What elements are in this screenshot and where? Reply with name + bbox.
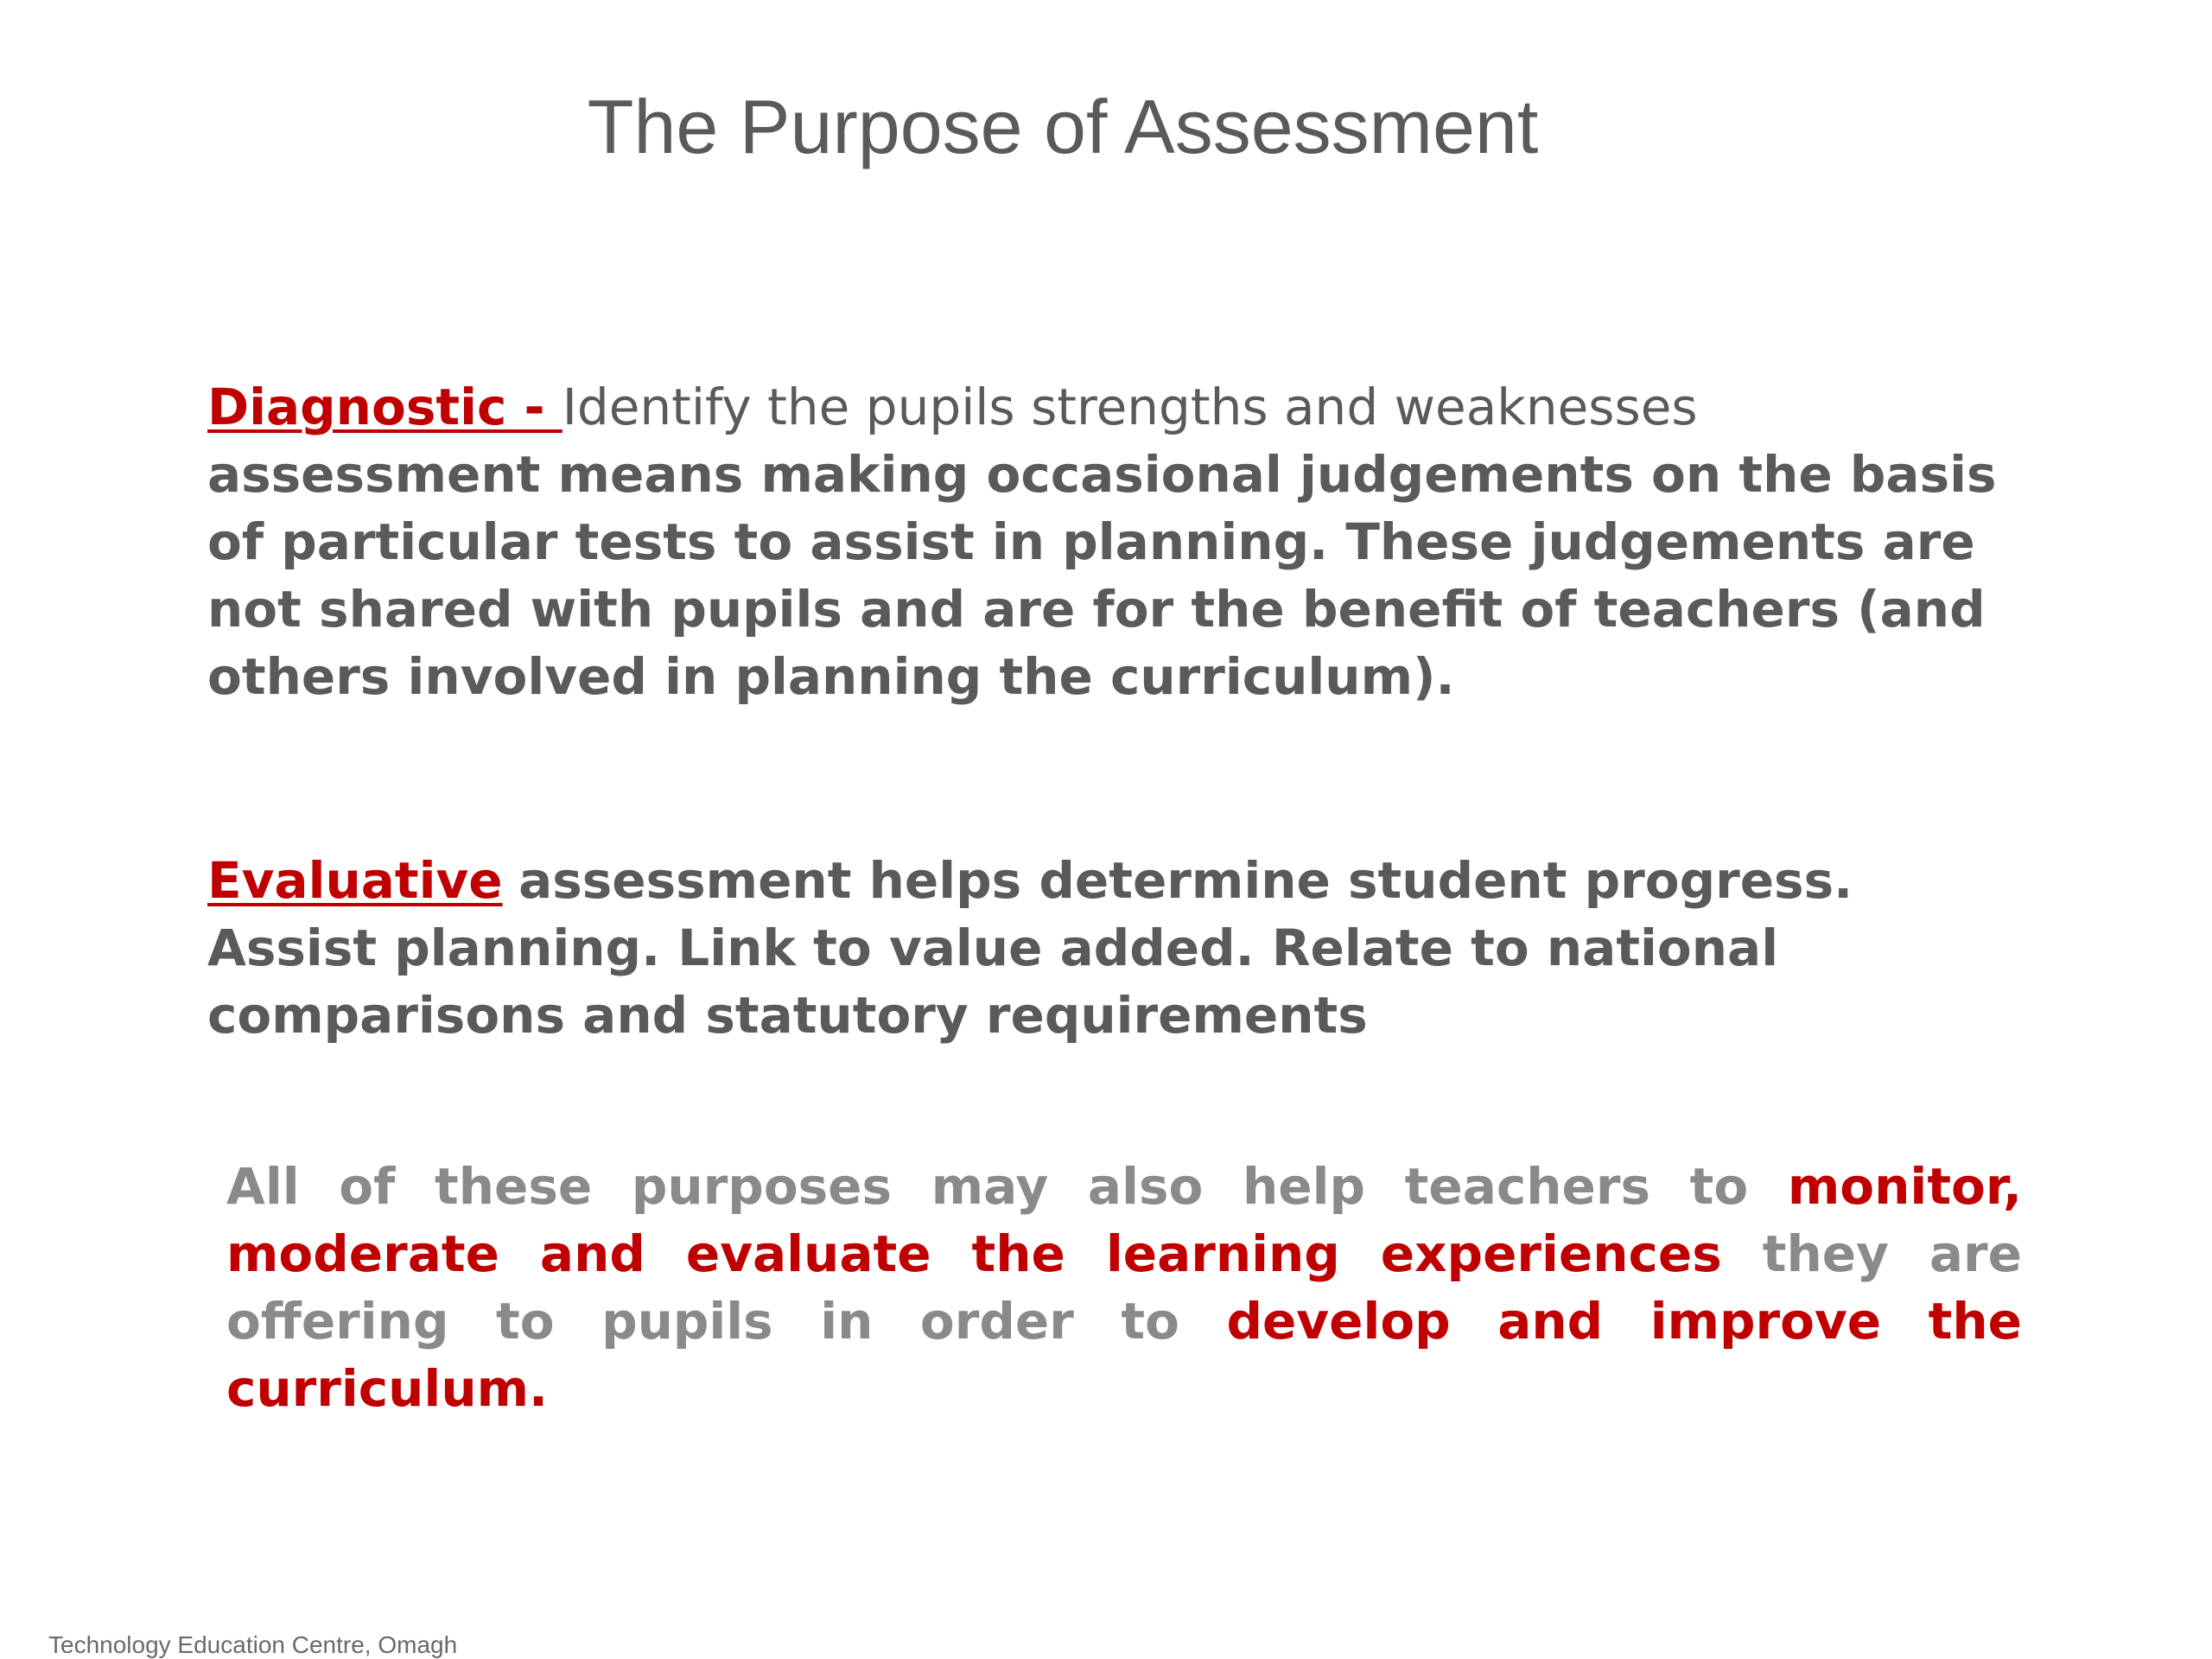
slide-title: The Purpose of Assessment xyxy=(587,84,1539,169)
evaluative-term: Evaluative xyxy=(207,851,503,910)
evaluative-paragraph xyxy=(207,847,2039,1049)
diagnostic-paragraph xyxy=(207,373,2039,710)
summary-paragraph xyxy=(226,1153,2022,1422)
diagnostic-term: Diagnostic - xyxy=(207,378,563,436)
summary-text-1: All of these purposes may also help teachers to xyxy=(226,1157,1788,1216)
diagnostic-lead: Identify the pupils strengths and weaknesses xyxy=(562,378,1698,436)
summary-highlight-1: monitor, moderate and evaluate the learning experiences xyxy=(226,1157,2022,1283)
diagnostic-body: assessment means making occasional judgements on the basis of particular tests to assist in planning. These judgements are not shared with pupils and are for the benefit of teachers (and others involved in planning the curriculum). xyxy=(207,445,1997,706)
summary-text-2: they are offering to pupils in order to xyxy=(226,1224,2022,1351)
summary-highlight-2: develop and improve the curriculum. xyxy=(226,1292,2022,1418)
footer-text: Technology Education Centre, Omagh xyxy=(48,1631,458,1658)
evaluative-body: assessment helps determine student progress. Assist planning. Link to value added. Relate to national comparisons and statutory requirements xyxy=(207,851,1853,1045)
